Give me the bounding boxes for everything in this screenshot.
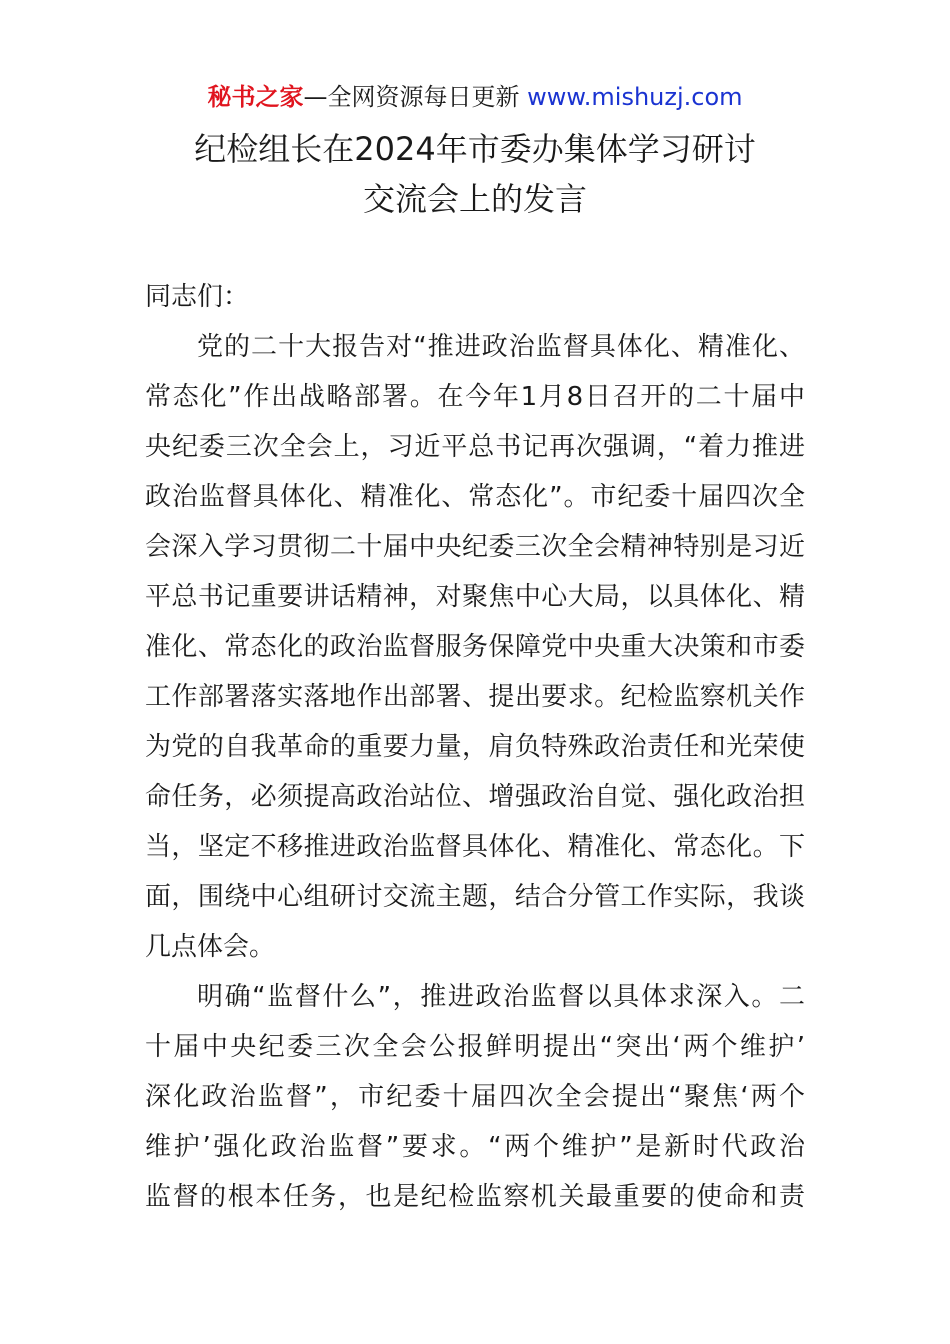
paragraph-line: 监督的根本任务，也是纪检监察机关最重要的使命和责 — [145, 1182, 805, 1212]
title-line-2: 交流会上的发言 — [362, 180, 587, 218]
paragraph-line: 党的二十大报告对“推进政治监督具体化、精准化、 — [197, 332, 805, 362]
paragraph-line: 准化、常态化的政治监督服务保障党中央重大决策和市委 — [145, 632, 805, 662]
paragraph-line: 当，坚定不移推进政治监督具体化、精准化、常态化。下 — [145, 832, 805, 862]
site-banner — [0, 80, 950, 114]
paragraph-line: 命任务，必须提高政治站位、增强政治自觉、强化政治担 — [145, 782, 805, 812]
site-url-link[interactable]: www.mishuzj.com — [527, 83, 743, 111]
paragraph-line: 明确“监督什么”，推进政治监督以具体求深入。二 — [197, 982, 805, 1012]
paragraph-line: 工作部署落实落地作出部署、提出要求。纪检监察机关作 — [145, 682, 805, 712]
title-line-1: 纪检组长在2024年市委办集体学习研讨 — [194, 130, 756, 168]
paragraph-line: 为党的自我革命的重要力量，肩负特殊政治责任和光荣使 — [145, 732, 805, 762]
paragraph-line: 政治监督具体化、精准化、常态化”。市纪委十届四次全 — [145, 482, 805, 512]
document-body — [145, 272, 805, 1222]
site-slogan: —全网资源每日更新 — [303, 83, 528, 111]
document-title — [0, 124, 950, 224]
paragraph-line: 常态化”作出战略部署。在今年1月8日召开的二十届中 — [145, 382, 805, 412]
paragraph-line: 几点体会。 — [145, 932, 276, 962]
paragraph-line: 深化政治监督”，市纪委十届四次全会提出“聚焦‘两个 — [145, 1082, 805, 1112]
paragraph-line: 平总书记重要讲话精神，对聚焦中心大局，以具体化、精 — [145, 582, 805, 612]
paragraph-line: 会深入学习贯彻二十届中央纪委三次全会精神特别是习近 — [145, 532, 805, 562]
paragraph-line: 十届中央纪委三次全会公报鲜明提出“突出‘两个维护’ — [145, 1032, 805, 1062]
paragraph-line: 维护’强化政治监督”要求。“两个维护”是新时代政治 — [145, 1132, 805, 1162]
salutation: 同志们： — [145, 282, 250, 312]
brand-name: 秘书之家 — [207, 83, 304, 111]
paragraph-line: 央纪委三次全会上，习近平总书记再次强调，“着力推进 — [145, 432, 805, 462]
paragraph-line: 面，围绕中心组研讨交流主题，结合分管工作实际，我谈 — [145, 882, 805, 912]
